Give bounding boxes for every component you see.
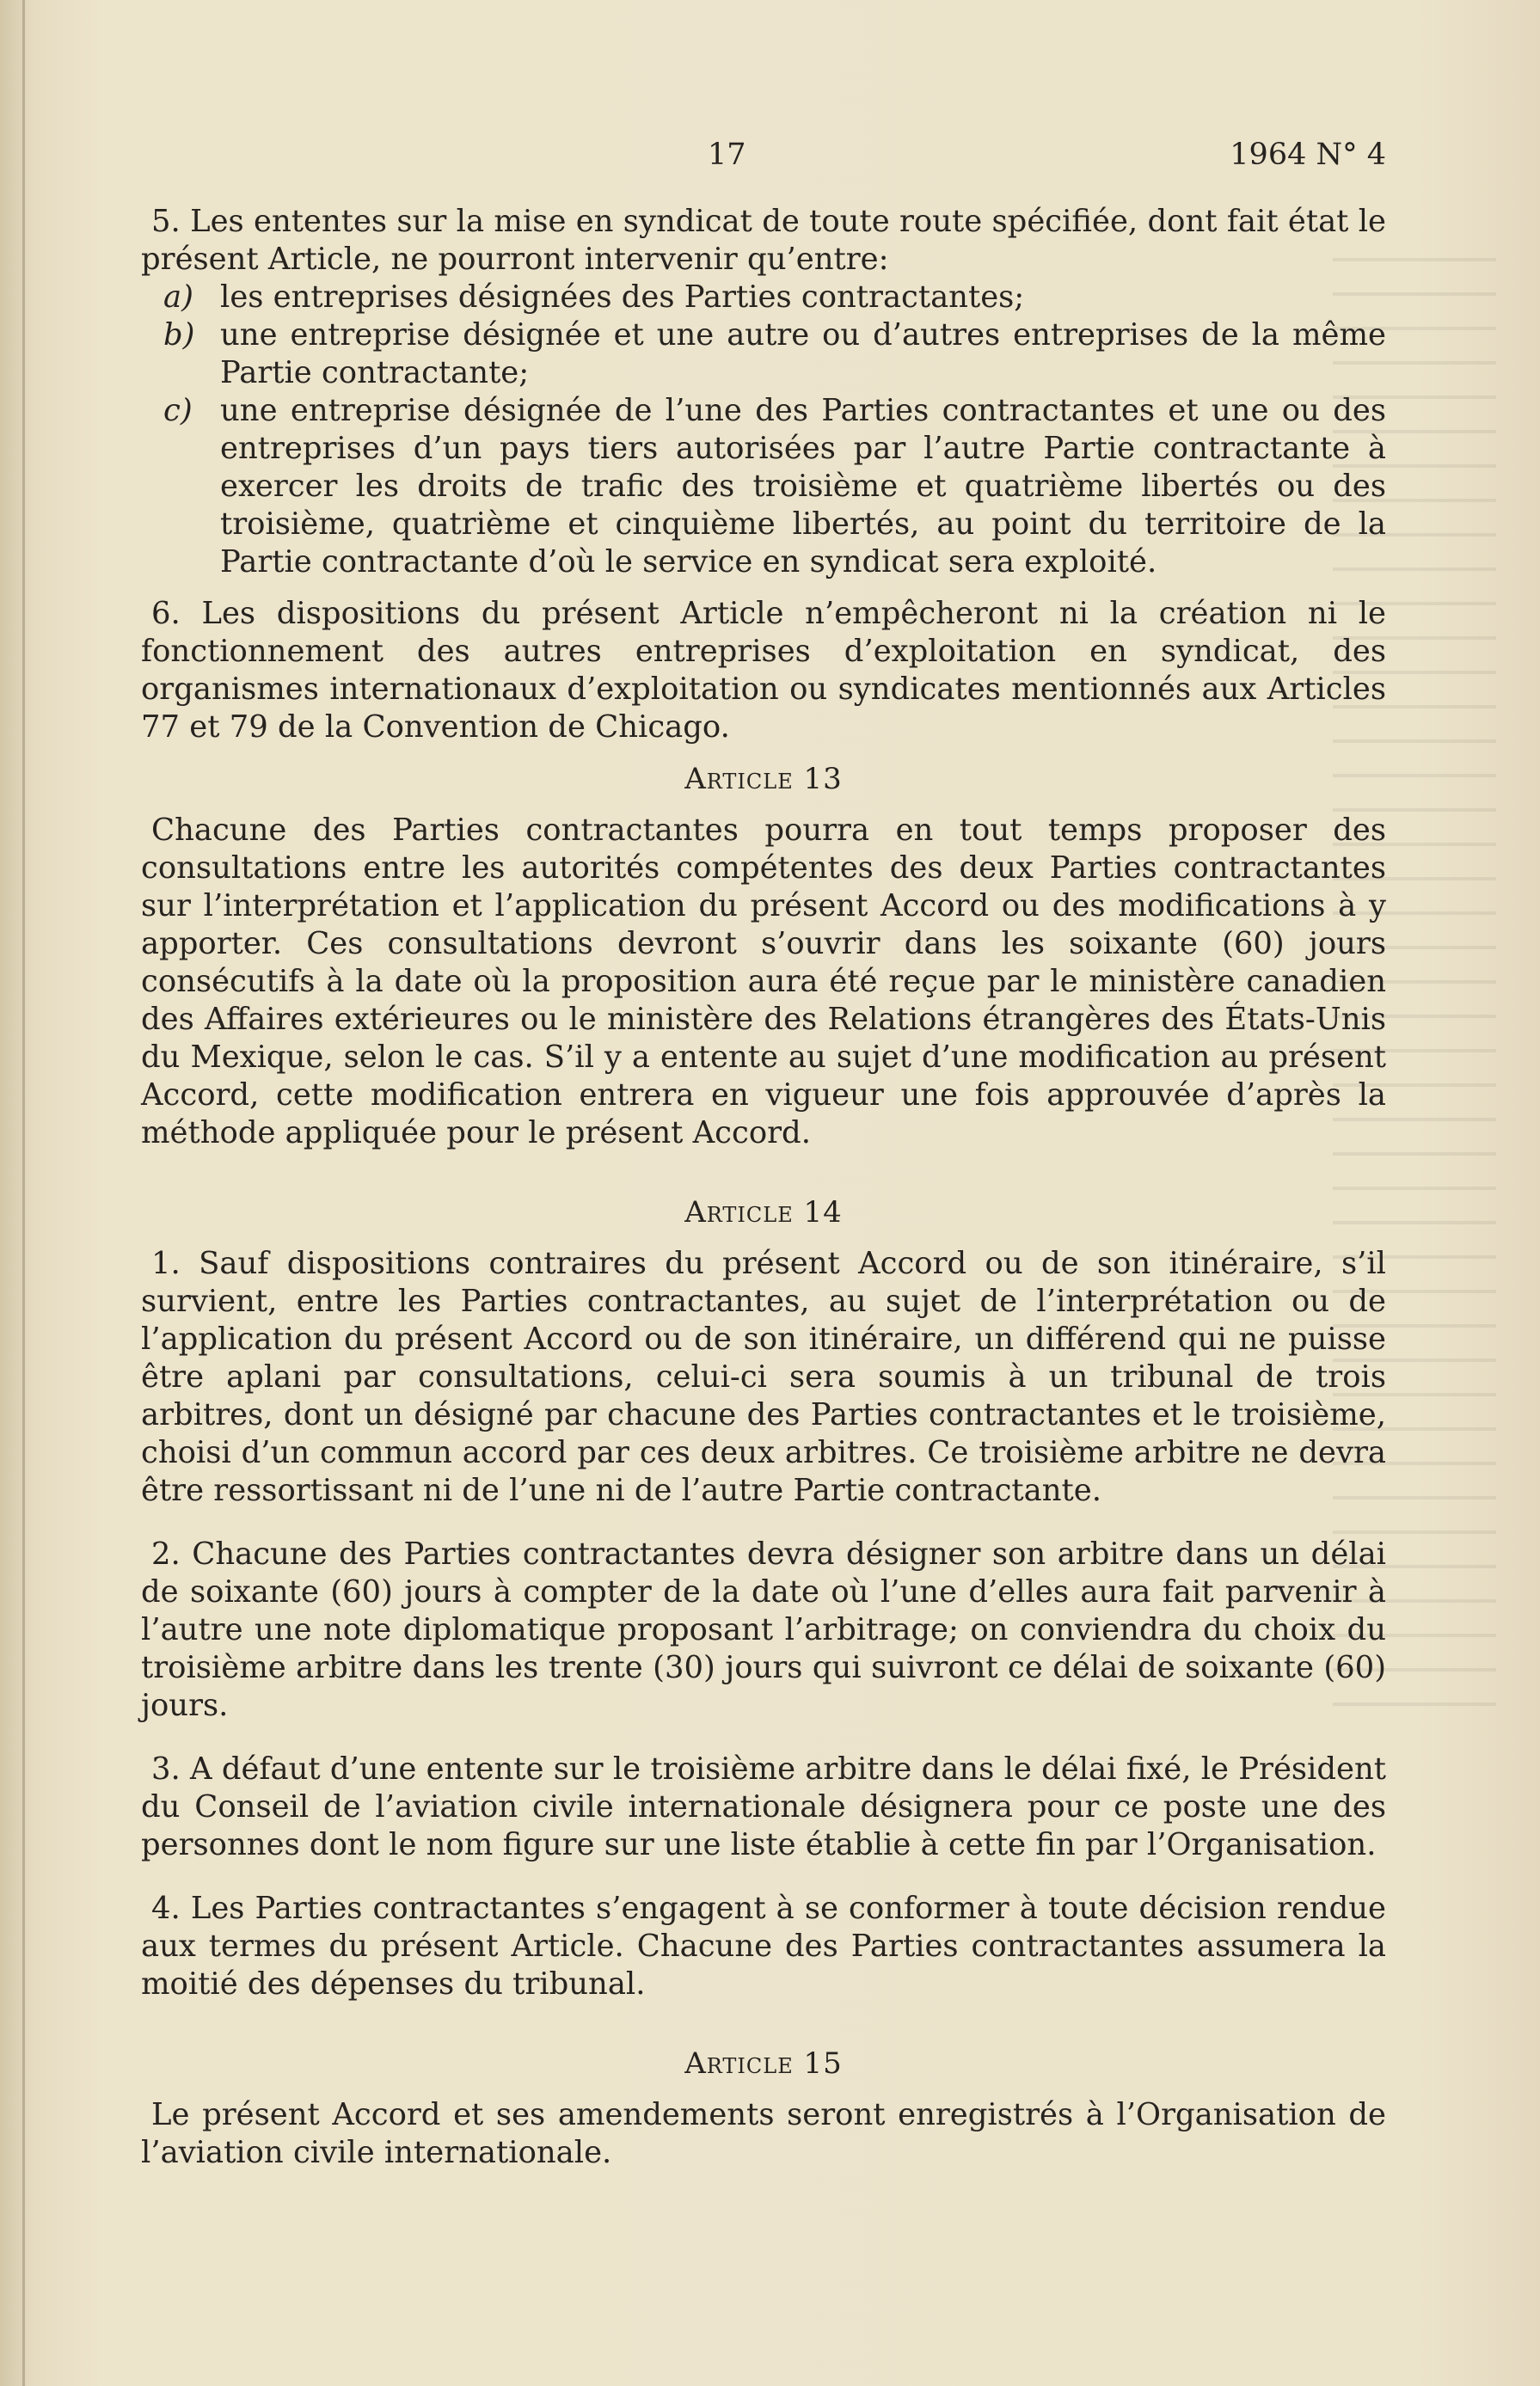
list-marker: b) [163,317,195,353]
article-14-paragraph-2: 2. Chacune des Parties contractantes devra désigner son arbitre dans un délai de soixante (60) jours à compter de la date où l’une d’elles aura fait parvenir à l’autre une note diplomatique proposant l’arbitrage; on conviendra du choix du troisième arbitre dans les trente (30) jours qui suivront ce délai de soixante (60) jours. [141,1536,1386,1723]
document-body [141,136,1386,2172]
list-item-text: les entreprises désignées des Parties contractantes; [220,279,1025,315]
list-item-b [141,316,1386,392]
paragraph-5: 5. Les ententes sur la mise en syndicat de toute route spécifiée, dont fait état le présent Article, ne pourront intervenir qu’entre: [141,204,1386,277]
enumerated-list [141,279,1386,581]
article-13-heading: Article 13 [684,762,843,796]
article-14-paragraph-3: 3. A défaut d’une entente sur le troisième arbitre dans le délai fixé, le Président du Conseil de l’aviation civile internationale désignera pour ce poste une des personnes dont le nom figure sur une liste établie à cette fin par l’Organisation. [141,1751,1386,1862]
page-header [141,136,1386,174]
list-item-text: une entreprise désignée de l’une des Parties contractantes et une ou des entreprises d’un pays tiers autorisées par l’autre Partie contractante à exercer les droits de trafic des troisième et quatrième libertés ou des troisième, quatrième et cinquième libertés, au point du territoire de la Partie contractante d’où le service en syndicat sera exploité. [220,393,1386,580]
list-item-c [141,392,1386,581]
article-14-heading: Article 14 [684,1195,843,1230]
book-spine-shadow [22,0,25,2386]
article-14-paragraph-4: 4. Les Parties contractantes s’engagent à se conformer à toute décision rendue aux termes du présent Article. Chacune des Parties contractantes assumera la moitié des dépenses du tribunal. [141,1891,1386,2002]
article-13-paragraph: Chacune des Parties contractantes pourra en tout temps proposer des consultations entre les autorités compétentes des deux Parties contractantes sur l’interprétation et l’application du présent Accord ou des modifications à y apporter. Ces consultations devront s’ouvrir dans les soixante (60) jours consécutifs à la date où la proposition aura été reçue par le ministère canadien des Affaires extérieures ou le ministère des Relations étrangères des États-Unis du Mexique, selon le cas. S’il y a entente au sujet d’une modification au présent Accord, cette modification entrera en vigueur une fois approuvée d’après la méthode appliquée pour le présent Accord. [141,813,1386,1150]
article-14-paragraph-1: 1. Sauf dispositions contraires du présent Accord ou de son itinéraire, s’il survient, entre les Parties contractantes, au sujet de l’interprétation ou de l’application du présent Accord ou de son itinéraire, un différend qui ne puisse être aplani par consultations, celui-ci sera soumis à un tribunal de trois arbitres, dont un désigné par chacune des Parties contractantes et le troisième, choisi d’un commun accord par ces deux arbitres. Ce troisième arbitre ne devra être ressortissant ni de l’une ni de l’autre Partie contractante. [141,1246,1386,1508]
list-item-a [141,279,1386,316]
article-15-heading: Article 15 [684,2046,843,2081]
page-number: 17 [708,138,746,172]
running-head: 1964 N° 4 [1230,138,1386,172]
list-item-text: une entreprise désignée et une autre ou d’autres entreprises de la même Partie contractante; [220,317,1386,390]
list-marker: c) [163,393,193,428]
list-marker: a) [163,279,193,315]
paragraph-6: 6. Les dispositions du présent Article n’empêcheront ni la création ni le fonctionnement des autres entreprises d’exploitation en syndicat, des organismes internationaux d’exploitation ou syndicates mentionnés aux Articles 77 et 79 de la Convention de Chicago. [141,596,1386,745]
article-15-paragraph: Le présent Accord et ses amendements seront enregistrés à l’Organisation de l’aviation civile internationale. [141,2097,1386,2170]
